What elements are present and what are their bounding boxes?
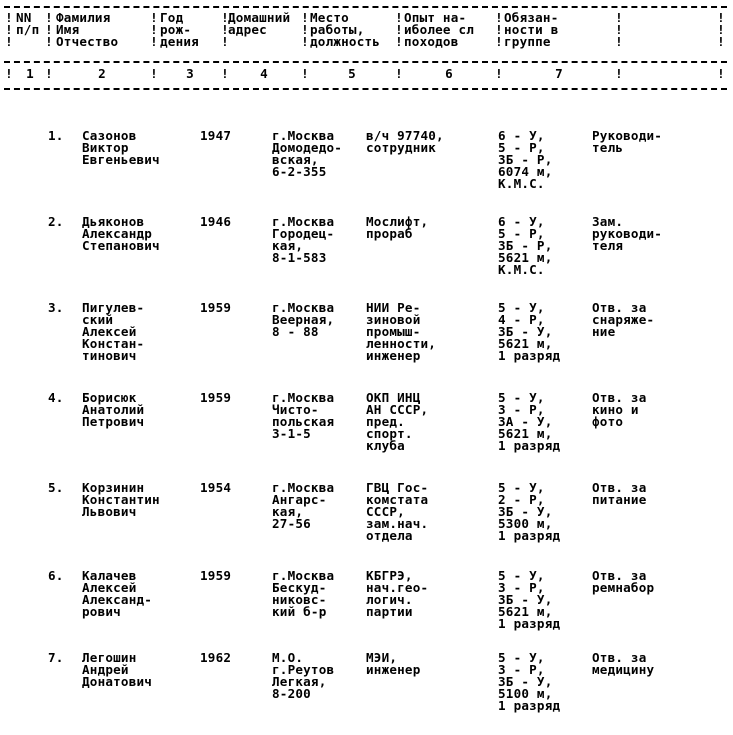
row-experience: [498, 302, 560, 362]
row-home-address-line: 8-200: [272, 686, 311, 701]
row-duty: [592, 392, 646, 428]
header-bottom-rule: [4, 88, 727, 90]
header-number-separator: !: [221, 66, 229, 81]
row-workplace-line: зиновой: [366, 312, 421, 327]
row-home-address: [272, 392, 334, 440]
row-home-address-line: г.Москва: [272, 128, 335, 143]
header-separator: ! ! !: [717, 10, 725, 49]
row-workplace-line: зам.нач.: [366, 516, 429, 531]
row-experience: [498, 570, 560, 630]
header-number-separator: !: [150, 66, 158, 81]
header-number-separator: !: [395, 66, 403, 81]
row-experience: [498, 216, 552, 276]
header-column-label: NN: [16, 10, 32, 25]
row-full-name-line: рович: [82, 604, 121, 619]
header-column-4: [228, 12, 290, 36]
row-workplace: [366, 652, 420, 676]
row-experience-line: 3Б - Р,: [498, 238, 553, 253]
row-home-address-line: польская: [272, 414, 335, 429]
row-full-name: [82, 652, 152, 688]
row-home-address-line: кая,: [272, 504, 304, 519]
header-separator: ! ! !: [221, 10, 229, 49]
row-experience-line: 5621 м,: [498, 336, 553, 351]
row-home-address-line: г.Москва: [272, 480, 335, 495]
row-number: 6.: [48, 568, 64, 583]
row-number: 1.: [48, 128, 64, 143]
table-header: [4, 6, 729, 90]
row-home-address: [272, 216, 334, 264]
row-experience-line: 3 - Р,: [498, 580, 545, 595]
row-full-name-line: Сазонов: [82, 128, 137, 143]
row-duty: [592, 130, 662, 154]
row-home-address-line: вская,: [272, 152, 319, 167]
row-full-name-line: Алексей: [82, 324, 137, 339]
header-column-label: п/п: [16, 22, 40, 37]
header-number-separator: !: [5, 66, 13, 81]
row-number: 5.: [48, 480, 64, 495]
row-home-address-line: Городец-: [272, 226, 335, 241]
row-home-address-line: 3-1-5: [272, 426, 311, 441]
row-home-address: [272, 302, 334, 338]
row-duty-line: Отв. за: [592, 300, 647, 315]
header-column-2: [56, 12, 118, 48]
row-experience-line: 5 - Р,: [498, 226, 545, 241]
row-full-name-line: Борисюк: [82, 390, 137, 405]
row-home-address-line: г.Москва: [272, 390, 335, 405]
row-experience-line: 3Б - У,: [498, 674, 553, 689]
row-home-address: [272, 652, 334, 700]
header-column-label: рож-: [160, 22, 192, 37]
row-full-name-line: тинович: [82, 348, 137, 363]
header-number-separator: !: [45, 66, 53, 81]
row-full-name: [82, 570, 152, 618]
header-column-label: дения: [160, 34, 199, 49]
row-workplace-line: МЭИ,: [366, 650, 398, 665]
row-home-address-line: г.Реутов: [272, 662, 335, 677]
row-duty-line: руководи-: [592, 226, 663, 241]
row-workplace-line: партии: [366, 604, 413, 619]
row-experience-line: 5100 м,: [498, 686, 553, 701]
row-duty-line: тель: [592, 140, 624, 155]
header-column-number: 3: [186, 66, 194, 81]
header-separator: ! ! !: [395, 10, 403, 49]
row-workplace-line: КБГРЭ,: [366, 568, 413, 583]
row-experience: [498, 652, 560, 712]
row-experience-line: 1 разряд: [498, 528, 561, 543]
row-number: 4.: [48, 390, 64, 405]
row-experience-line: 5300 м,: [498, 516, 553, 531]
header-number-separator: !: [615, 66, 623, 81]
row-workplace-line: промыш-: [366, 324, 421, 339]
row-workplace-line: прораб: [366, 226, 413, 241]
row-experience-line: 6074 м,: [498, 164, 553, 179]
header-number-separator: !: [717, 66, 725, 81]
row-home-address-line: Легкая,: [272, 674, 327, 689]
row-number: 2.: [48, 214, 64, 229]
row-home-address-line: Ангарс-: [272, 492, 327, 507]
row-home-address-line: кий б-р: [272, 604, 327, 619]
row-duty-line: Руководи-: [592, 128, 663, 143]
row-experience-line: К.М.С.: [498, 262, 545, 277]
row-workplace-line: отдела: [366, 528, 413, 543]
row-workplace: [366, 392, 428, 452]
row-home-address-line: г.Москва: [272, 568, 335, 583]
row-duty-line: фото: [592, 414, 624, 429]
header-separator: ! ! !: [5, 10, 13, 49]
row-experience-line: 3 - Р,: [498, 402, 545, 417]
row-full-name-line: Дьяконов: [82, 214, 145, 229]
row-duty: [592, 482, 646, 506]
header-column-7: [504, 12, 558, 48]
row-home-address-line: Домодедо-: [272, 140, 343, 155]
row-home-address-line: М.О.: [272, 650, 304, 665]
row-experience-line: 4 - Р,: [498, 312, 545, 327]
row-full-name-line: Пигулев-: [82, 300, 145, 315]
row-full-name-line: Андрей: [82, 662, 129, 677]
row-home-address-line: никовс-: [272, 592, 327, 607]
row-workplace-line: в/ч 97740,: [366, 128, 444, 143]
row-experience-line: 3Б - У,: [498, 504, 553, 519]
row-home-address-line: г.Москва: [272, 300, 335, 315]
row-workplace-line: инженер: [366, 348, 421, 363]
row-home-address-line: 8-1-583: [272, 250, 327, 265]
header-column-label: работы,: [310, 22, 365, 37]
row-experience-line: 5621 м,: [498, 250, 553, 265]
row-experience-line: 6 - У,: [498, 128, 545, 143]
row-home-address-line: кая,: [272, 238, 304, 253]
row-birth-year: 1959: [200, 300, 232, 315]
row-experience: [498, 482, 560, 542]
row-full-name-line: Петрович: [82, 414, 145, 429]
header-column-label: адрес: [228, 22, 267, 37]
row-duty-line: Отв. за: [592, 568, 647, 583]
row-number: 7.: [48, 650, 64, 665]
row-duty-line: ремнабор: [592, 580, 655, 595]
row-experience-line: 1 разряд: [498, 698, 561, 713]
row-duty-line: Отв. за: [592, 650, 647, 665]
row-home-address-line: Веерная,: [272, 312, 335, 327]
header-column-label: походов: [404, 34, 459, 49]
row-experience-line: 6 - У,: [498, 214, 545, 229]
row-birth-year: 1959: [200, 390, 232, 405]
row-full-name-line: Легошин: [82, 650, 137, 665]
row-experience-line: 5 - У,: [498, 480, 545, 495]
header-column-3: [160, 12, 199, 48]
row-workplace: [366, 302, 436, 362]
row-workplace-line: ГВЦ Гос-: [366, 480, 429, 495]
row-full-name: [82, 392, 144, 428]
row-workplace: [366, 216, 428, 240]
row-full-name-line: Донатович: [82, 674, 153, 689]
row-workplace-line: нач.гео-: [366, 580, 429, 595]
header-column-label: иболее сл: [404, 22, 475, 37]
row-experience-line: 5 - У,: [498, 300, 545, 315]
header-separator: ! ! !: [495, 10, 503, 49]
row-workplace-line: инженер: [366, 662, 421, 677]
row-workplace-line: спорт.: [366, 426, 413, 441]
header-column-label: Домашний: [228, 10, 291, 25]
row-experience-line: 3А - У,: [498, 414, 553, 429]
header-middle-rule: [4, 61, 727, 63]
row-experience-line: 1 разряд: [498, 348, 561, 363]
header-column-number: 4: [260, 66, 268, 81]
row-workplace: [366, 482, 428, 542]
row-full-name-line: Евгеньевич: [82, 152, 160, 167]
row-workplace-line: сотрудник: [366, 140, 437, 155]
row-workplace-line: Мослифт,: [366, 214, 429, 229]
row-duty: [592, 216, 662, 252]
header-number-separator: !: [495, 66, 503, 81]
header-separator: ! ! !: [301, 10, 309, 49]
row-full-name-line: Калачев: [82, 568, 137, 583]
header-separator: ! ! !: [150, 10, 158, 49]
row-experience: [498, 130, 552, 190]
row-workplace-line: клуба: [366, 438, 405, 453]
row-workplace-line: пред.: [366, 414, 405, 429]
header-column-number: 2: [98, 66, 106, 81]
header-column-label: Отчество: [56, 34, 119, 49]
row-full-name-line: Константин: [82, 492, 160, 507]
header-column-6: [404, 12, 474, 48]
row-experience: [498, 392, 560, 452]
row-experience-line: 5 - У,: [498, 390, 545, 405]
row-experience-line: 5621 м,: [498, 426, 553, 441]
row-workplace-line: логич.: [366, 592, 413, 607]
row-birth-year: 1959: [200, 568, 232, 583]
row-duty-line: снаряже-: [592, 312, 655, 327]
row-full-name-line: Александр: [82, 226, 153, 241]
row-experience-line: 2 - Р,: [498, 492, 545, 507]
row-home-address-line: 27-56: [272, 516, 311, 531]
row-experience-line: 1 разряд: [498, 438, 561, 453]
row-workplace: [366, 130, 444, 154]
header-column-label: ности в: [504, 22, 559, 37]
row-duty-line: теля: [592, 238, 624, 253]
header-number-separator: !: [301, 66, 309, 81]
row-duty-line: кино и: [592, 402, 639, 417]
row-experience-line: 3Б - У,: [498, 324, 553, 339]
header-column-number: 1: [26, 66, 34, 81]
row-full-name-line: Львович: [82, 504, 137, 519]
row-birth-year: 1962: [200, 650, 232, 665]
row-full-name-line: Александ-: [82, 592, 153, 607]
header-column-5: [310, 12, 380, 48]
header-column-number: 7: [555, 66, 563, 81]
row-birth-year: 1946: [200, 214, 232, 229]
row-number: 3.: [48, 300, 64, 315]
header-top-rule: [4, 6, 727, 8]
header-column-label: Место: [310, 10, 349, 25]
row-duty-line: ние: [592, 324, 616, 339]
row-full-name: [82, 482, 160, 518]
row-workplace: [366, 570, 428, 618]
header-separator: ! ! !: [45, 10, 53, 49]
header-column-label: группе: [504, 34, 551, 49]
row-birth-year: 1947: [200, 128, 232, 143]
row-duty-line: Зам.: [592, 214, 624, 229]
row-workplace-line: ОКП ИНЦ: [366, 390, 421, 405]
header-column-number: 6: [445, 66, 453, 81]
row-full-name: [82, 130, 160, 166]
row-experience-line: 5 - Р,: [498, 140, 545, 155]
header-column-label: Опыт на-: [404, 10, 467, 25]
header-separator: ! ! !: [615, 10, 623, 49]
header-column-label: Имя: [56, 22, 80, 37]
row-experience-line: 3Б - Р,: [498, 152, 553, 167]
row-workplace-line: НИИ Ре-: [366, 300, 421, 315]
row-home-address: [272, 130, 342, 178]
row-birth-year: 1954: [200, 480, 232, 495]
row-duty: [592, 652, 654, 676]
row-full-name-line: Алексей: [82, 580, 137, 595]
header-column-label: должность: [310, 34, 381, 49]
header-column-number: 5: [348, 66, 356, 81]
row-full-name-line: Корзинин: [82, 480, 145, 495]
row-workplace-line: ленности,: [366, 336, 437, 351]
row-duty: [592, 302, 654, 338]
header-column-label: Фамилия: [56, 10, 111, 25]
header-column-label: Год: [160, 10, 184, 25]
row-full-name: [82, 302, 144, 362]
row-workplace-line: комстата: [366, 492, 429, 507]
row-experience-line: 3 - Р,: [498, 662, 545, 677]
row-home-address-line: 6-2-355: [272, 164, 327, 179]
row-full-name-line: Степанович: [82, 238, 160, 253]
row-experience-line: 3Б - У,: [498, 592, 553, 607]
row-duty-line: медицину: [592, 662, 655, 677]
row-workplace-line: СССР,: [366, 504, 405, 519]
row-home-address: [272, 570, 334, 618]
header-column-label: Обязан-: [504, 10, 559, 25]
row-experience-line: 1 разряд: [498, 616, 561, 631]
row-experience-line: К.М.С.: [498, 176, 545, 191]
row-home-address-line: Бескуд-: [272, 580, 327, 595]
row-full-name-line: Анатолий: [82, 402, 145, 417]
row-full-name: [82, 216, 160, 252]
header-column-1: [16, 12, 39, 36]
row-full-name-line: Констан-: [82, 336, 145, 351]
row-duty-line: Отв. за: [592, 480, 647, 495]
row-experience-line: 5621 м,: [498, 604, 553, 619]
row-full-name-line: Виктор: [82, 140, 129, 155]
row-duty-line: Отв. за: [592, 390, 647, 405]
row-home-address-line: г.Москва: [272, 214, 335, 229]
row-home-address-line: 8 - 88: [272, 324, 319, 339]
row-home-address-line: Чисто-: [272, 402, 319, 417]
row-workplace-line: АН СССР,: [366, 402, 429, 417]
row-experience-line: 5 - У,: [498, 568, 545, 583]
row-duty-line: питание: [592, 492, 647, 507]
row-experience-line: 5 - У,: [498, 650, 545, 665]
row-duty: [592, 570, 654, 594]
row-full-name-line: ский: [82, 312, 114, 327]
row-home-address: [272, 482, 334, 530]
